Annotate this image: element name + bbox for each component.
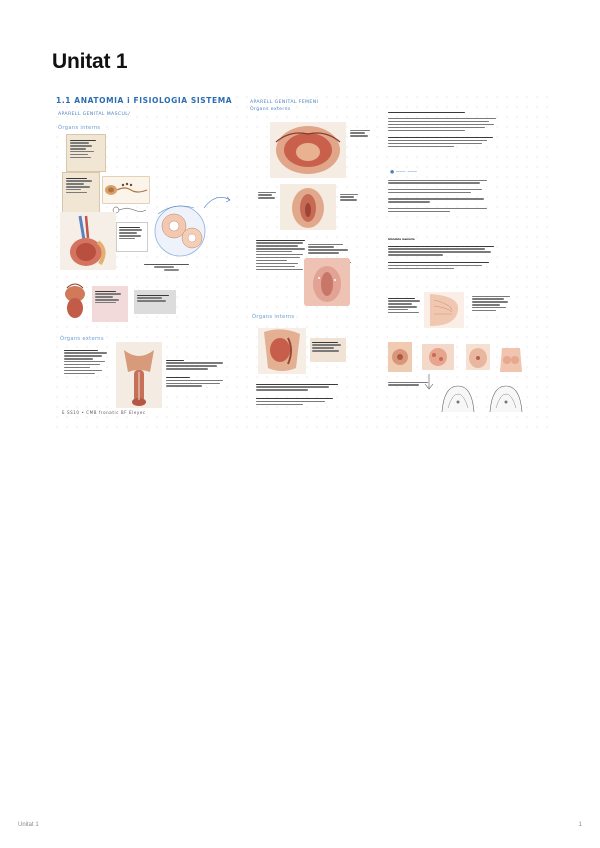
tubule-circle-image: [154, 204, 212, 258]
breast-front-image: [466, 344, 490, 370]
col2-text-block-b: [308, 242, 352, 255]
col1-bottom-note: E SS10 • CMB fronatic BF Eleyec: [62, 410, 146, 415]
testis-anatomy-image: [60, 212, 116, 270]
col3-heading: Glàndula mamària: [388, 238, 415, 241]
external-genitalia-photo: [304, 258, 350, 306]
breast-labels-box: [388, 296, 422, 315]
col2-section-intern: Òrgans interns: [252, 314, 295, 320]
internal-text-block: [256, 382, 342, 407]
testis-labels-box: [116, 222, 148, 252]
col2-subtitle: APARELL GENITAL FEMENI: [250, 100, 319, 105]
col1-section-intern: Òrgans interns: [58, 125, 101, 131]
extern-notes-right: [166, 358, 226, 388]
breast-right-notes: [472, 294, 512, 313]
main-title: 1.1 ANATOMIA i FISIOLOGIA SISTEMA: [56, 96, 233, 105]
breast-close-image: [388, 342, 412, 372]
col3-text-lower: [388, 244, 498, 270]
note-box-2: [62, 172, 100, 214]
footer-left: Unitat 1: [18, 822, 39, 828]
sketch-caption: [388, 380, 432, 387]
torso-figure-image: [496, 346, 526, 374]
penis-anatomy-image: [116, 342, 162, 408]
pelvis-labels: [350, 128, 372, 138]
col3-text-mid: [388, 178, 492, 214]
handwritten-note: [144, 262, 194, 272]
prostate-image: [62, 282, 88, 322]
note-box-1: [66, 134, 106, 172]
breast-section-image: [424, 292, 464, 328]
vulva-anatomy-image: [280, 184, 336, 230]
col2-section-extern: Òrgans externs: [250, 107, 291, 112]
internal-organs-image: [258, 328, 306, 374]
col1-subtitle: APARELL GENITAL MASCUL/: [58, 112, 131, 117]
col2-text-block: [256, 238, 308, 271]
footer-page-number: 1: [578, 822, 582, 828]
vulva-labels-right: [340, 192, 360, 202]
breast-sketch-left: [438, 382, 478, 416]
extern-text-block: [64, 348, 112, 376]
grey-note-box: [134, 290, 176, 314]
col1-section-extern: Òrgans externs: [60, 336, 104, 342]
sperm-cell-sketch: [112, 202, 148, 212]
internal-labels-box: [310, 338, 346, 362]
col3-text-top: [388, 110, 498, 149]
sperm-diagram-image: [102, 176, 150, 204]
breast-sketch-right: [486, 382, 526, 416]
notes-canvas: [52, 92, 548, 432]
prostate-labels-box: [92, 286, 128, 322]
col3-subheading: ● ─── ───: [390, 170, 418, 175]
pelvis-anatomy-image: [270, 122, 346, 178]
page-title: Unitat 1: [52, 50, 128, 73]
arrow-sketch: [202, 192, 232, 212]
vulva-labels-left: [258, 190, 278, 200]
breast-gland-image: [422, 344, 454, 370]
